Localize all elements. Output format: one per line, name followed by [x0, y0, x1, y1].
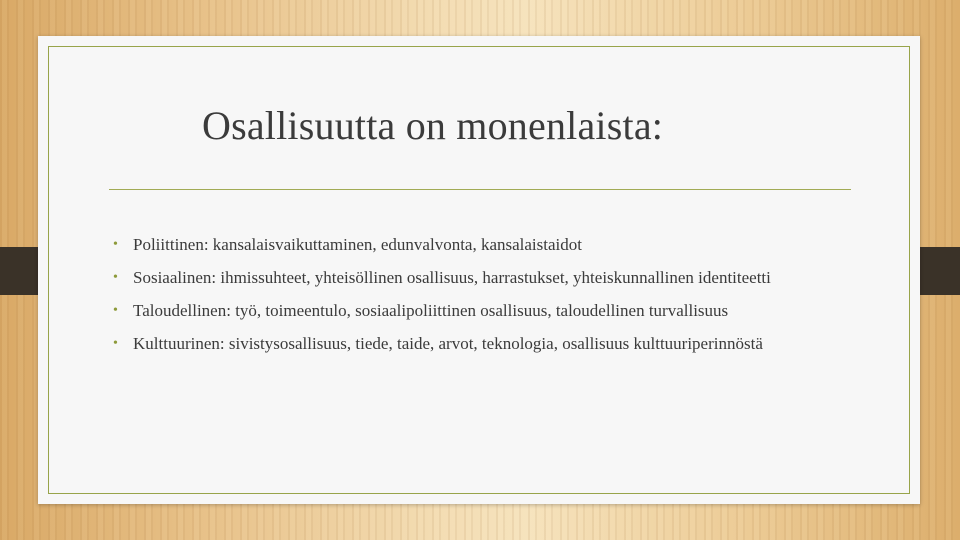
bullet-dot: • — [113, 237, 118, 252]
bullet-text: Sosiaalinen: ihmissuhteet, yhteisöllinen osallisuus, harrastukset, yhteiskunnallinen identiteetti — [133, 268, 771, 287]
bullet-dot: • — [113, 270, 118, 285]
bullet-text: Kulttuurinen: sivistysosallisuus, tiede, taide, arvot, teknologia, osallisuus kulttuuriperinnöstä — [133, 334, 763, 353]
bullet-item-taloudellinen — [113, 300, 833, 322]
bullet-item-poliittinen — [113, 234, 833, 256]
bullet-dot: • — [113, 336, 118, 351]
bullet-text: Poliittinen: kansalaisvaikuttaminen, edunvalvonta, kansalaistaidot — [133, 235, 582, 254]
bullet-dot: • — [113, 303, 118, 318]
bullet-list — [113, 234, 833, 366]
bullet-item-sosiaalinen — [113, 267, 833, 289]
slide-title: Osallisuutta on monenlaista: — [202, 103, 664, 148]
bullet-item-kulttuurinen — [113, 333, 833, 355]
title-underline — [109, 189, 851, 190]
bullet-text: Taloudellinen: työ, toimeentulo, sosiaalipoliittinen osallisuus, taloudellinen turvallisuus — [133, 301, 729, 320]
